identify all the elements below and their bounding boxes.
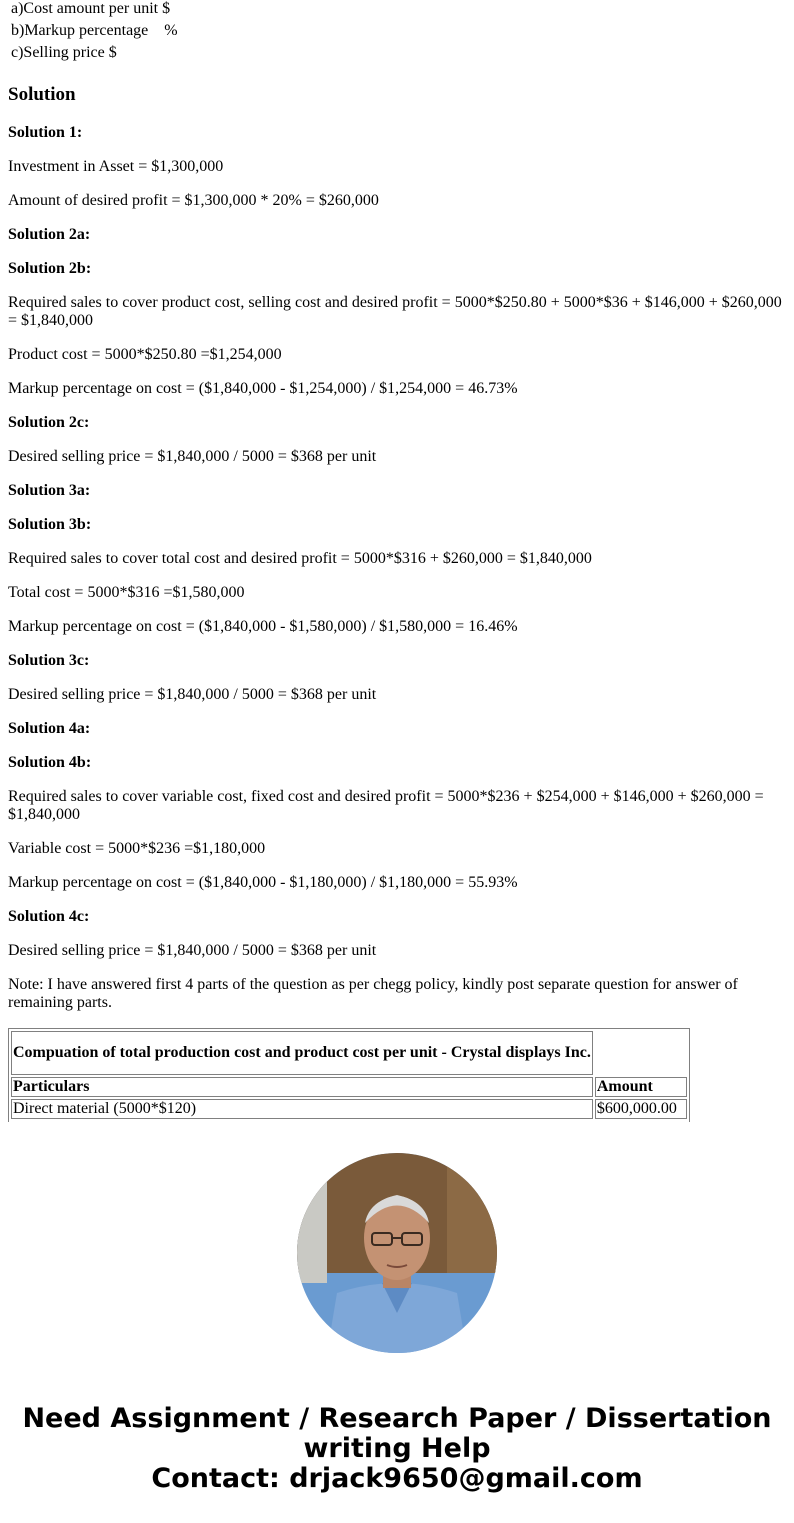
solution-4c-selling-price: Desired selling price = $1,840,000 / 5000 = $368 per unit bbox=[8, 942, 377, 959]
author-avatar bbox=[297, 1153, 497, 1353]
solution-2b-product-cost: Product cost = 5000*$250.80 =$1,254,000 bbox=[8, 346, 282, 363]
cost-table-header-amount: Amount bbox=[595, 1077, 687, 1097]
solution-1-profit: Amount of desired profit = $1,300,000 * 20% = $260,000 bbox=[8, 192, 379, 209]
solution-2b-markup: Markup percentage on cost = ($1,840,000 - $1,254,000) / $1,254,000 = 46.73% bbox=[8, 380, 518, 397]
cost-table-header-particulars: Particulars bbox=[11, 1077, 593, 1097]
solution-4c-title: Solution 4c: bbox=[8, 908, 90, 925]
cost-table bbox=[9, 1029, 689, 1121]
cost-table-cell-particulars: Direct material (5000*$120) bbox=[11, 1099, 593, 1119]
solution-3c-title: Solution 3c: bbox=[8, 652, 90, 669]
solution-4b-title: Solution 4b: bbox=[8, 754, 92, 771]
solution-2a-title: Solution 2a: bbox=[8, 226, 91, 243]
cost-table-header-row bbox=[11, 1077, 687, 1097]
solution-3b-markup: Markup percentage on cost = ($1,840,000 - $1,580,000) / $1,580,000 = 16.46% bbox=[8, 618, 518, 635]
solution-3a-title: Solution 3a: bbox=[8, 482, 91, 499]
question-part-a: a)Cost amount per unit $ bbox=[11, 0, 171, 17]
question-part-c: c)Selling price $ bbox=[11, 44, 117, 61]
cost-table-cell-amount: $600,000.00 bbox=[595, 1099, 687, 1119]
cost-table-title: Compuation of total production cost and product cost per unit - Crystal displays Inc. bbox=[11, 1031, 593, 1075]
solution-2b-title: Solution 2b: bbox=[8, 260, 92, 277]
question-part-b: b)Markup percentage % bbox=[11, 22, 178, 39]
solution-4a-title: Solution 4a: bbox=[8, 720, 91, 737]
solution-heading: Solution bbox=[8, 84, 76, 105]
footer-line-1: Need Assignment / Research Paper / Dissertation bbox=[22, 1403, 772, 1434]
solution-4b-variable-cost: Variable cost = 5000*$236 =$1,180,000 bbox=[8, 840, 266, 857]
solution-1-investment: Investment in Asset = $1,300,000 bbox=[8, 158, 224, 175]
solution-3b-required-sales: Required sales to cover total cost and desired profit = 5000*$316 + $260,000 = $1,840,000 bbox=[8, 550, 592, 567]
cost-table-title-blank bbox=[595, 1031, 687, 1075]
table-row bbox=[11, 1099, 687, 1119]
solution-1-title: Solution 1: bbox=[8, 124, 83, 141]
solution-2b-required-sales: Required sales to cover product cost, selling cost and desired profit = 5000*$250.80 + 5000*$36 + $146,000 + $260,000 = $1,840,000 bbox=[8, 294, 782, 329]
solution-3b-title: Solution 3b: bbox=[8, 516, 92, 533]
solution-2c-title: Solution 2c: bbox=[8, 414, 90, 431]
footer-contact bbox=[0, 1404, 794, 1494]
solution-2c-selling-price: Desired selling price = $1,840,000 / 5000 = $368 per unit bbox=[8, 448, 377, 465]
author-portrait bbox=[297, 1153, 497, 1353]
cost-table-container bbox=[8, 1028, 690, 1122]
footer-line-2: writing Help bbox=[303, 1433, 491, 1464]
solution-4b-required-sales: Required sales to cover variable cost, fixed cost and desired profit = 5000*$236 + $254,000 + $146,000 + $260,000 = $1,840,000 bbox=[8, 788, 764, 823]
policy-note: Note: I have answered first 4 parts of the question as per chegg policy, kindly post separate question for answer of remaining parts. bbox=[8, 976, 738, 1011]
solution-4b-markup: Markup percentage on cost = ($1,840,000 - $1,180,000) / $1,180,000 = 55.93% bbox=[8, 874, 518, 891]
cost-table-title-row bbox=[11, 1031, 687, 1075]
footer-line-3: Contact: drjack9650@gmail.com bbox=[151, 1463, 643, 1494]
solution-3c-selling-price: Desired selling price = $1,840,000 / 5000 = $368 per unit bbox=[8, 686, 377, 703]
solution-3b-total-cost: Total cost = 5000*$316 =$1,580,000 bbox=[8, 584, 245, 601]
